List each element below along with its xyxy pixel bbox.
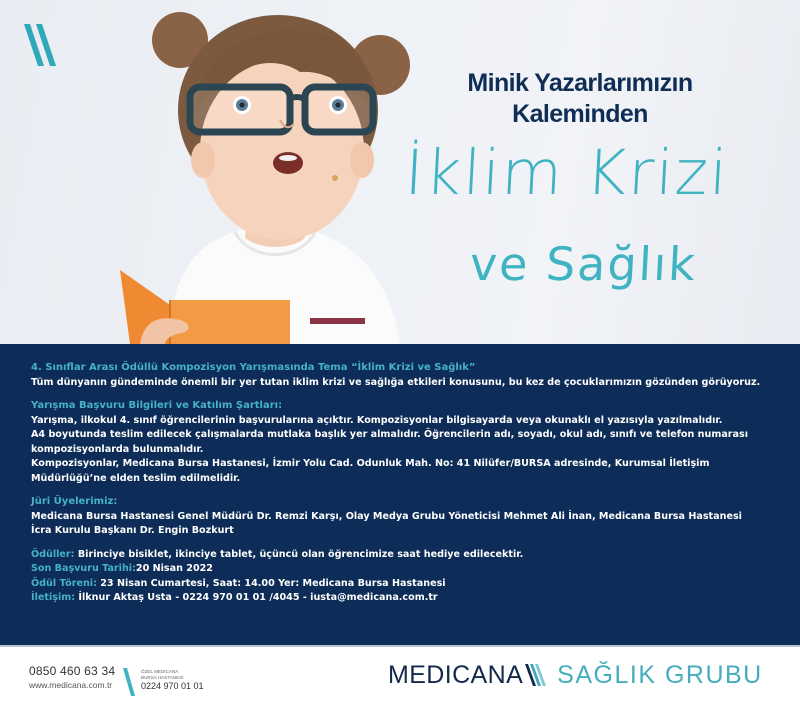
hospital-name xyxy=(141,669,184,681)
contact-value[interactable]: İlknur Aktaş Usta - 0224 970 01 01 /4045 - iusta@medicana.com.tr xyxy=(75,592,438,603)
main-phone-number[interactable]: 0850 460 63 34 xyxy=(29,664,116,678)
logo-sub-text: SAĞLIK GRUBU xyxy=(557,660,763,689)
headline xyxy=(430,68,730,130)
contact-row xyxy=(31,591,800,606)
conditions-line: kompozisyonlarda bulunmalıdır. xyxy=(31,443,204,455)
competition-info-panel xyxy=(0,344,800,645)
double-slash-icon xyxy=(22,22,62,68)
conditions-line: Müdürlüğü’ne elden teslim edilmelidir. xyxy=(31,472,241,484)
contact-label: İletişim: xyxy=(31,592,76,603)
hospital-name-line-1: ÖZEL MEDICANA xyxy=(141,669,179,674)
logo-slashes-icon xyxy=(525,663,547,687)
jury-heading: Jüri Üyelerimiz: xyxy=(31,496,118,507)
girl-with-glasses-image xyxy=(110,0,430,344)
awards-value: Birinciye bisiklet, ikinciye tablet, üçüncü olan öğrencimize saat hediye edilecektir. xyxy=(74,548,524,560)
deadline-value: 20 Nisan 2022 xyxy=(135,563,213,574)
website-link[interactable]: www.medicana.com.tr xyxy=(29,680,113,690)
slash-icon xyxy=(122,667,136,697)
deadline-row xyxy=(31,562,800,577)
logo-main-text: MEDICANA xyxy=(388,660,524,689)
script-title-line-1: İklim Krizi xyxy=(403,136,731,209)
conditions-line: A4 boyutunda teslim edilecek çalışmalarda mutlaka başlık yer almalıdır. Öğrencilerin adı, soyadı, okul adı, sınıfı ve telefon numarası xyxy=(31,429,749,440)
ceremony-label: Ödül Töreni: xyxy=(31,577,97,589)
awards-label: Ödüller: xyxy=(31,548,75,560)
jury-line: İcra Kurulu Başkanı Dr. Engin Bozkurt xyxy=(31,525,234,536)
deadline-label: Son Başvuru Tarihi: xyxy=(31,563,136,574)
conditions-heading: Yarışma Başvuru Bilgileri ve Katılım Şartları: xyxy=(31,400,283,411)
awards-row xyxy=(31,548,800,563)
hero-banner xyxy=(0,0,800,344)
ceremony-row xyxy=(31,577,800,592)
ceremony-value: 23 Nisan Cumartesi, Saat: 14.00 Yer: Medicana Bursa Hastanesi xyxy=(96,577,446,589)
conditions-line: Yarışma, ilkokul 4. sınıf öğrencilerinin başvurularına açıktır. Kompozisyonlar bilgisayarda veya okunaklı el yazısıyla yazılmalıdır. xyxy=(31,414,723,426)
hospital-phone-number[interactable]: 0224 970 01 01 xyxy=(141,681,204,691)
medicana-logo xyxy=(388,660,763,690)
competition-title: 4. Sınıflar Arası Ödüllü Kompozisyon Yarışmasında Tema “İklim Krizi ve Sağlık” xyxy=(31,362,476,373)
headline-line-2: Kaleminden xyxy=(512,100,648,128)
headline-line-1: Minik Yazarlarımızın xyxy=(467,69,693,97)
conditions-line: Kompozisyonlar, Medicana Bursa Hastanesi, İzmir Yolu Cad. Odunluk Mah. No: 41 Nilüfer/BURSA adresinde, Kurumsal İletişim xyxy=(31,458,710,469)
script-title-line-2: ve Sağlık xyxy=(468,237,699,291)
jury-line: Medicana Bursa Hastanesi Genel Müdürü Dr. Remzi Karşı, Olay Medya Grubu Yöneticisi Mehmet Ali İnan, Medicana Bursa Hastanesi xyxy=(31,510,742,522)
hospital-name-line-2: BURSA HASTANESİ xyxy=(141,675,184,680)
competition-intro: Tüm dünyanın gündeminde önemli bir yer tutan iklim krizi ve sağlığa etkileri konusunu, bu kez de çocuklarımızın gözünden görüyoruz. xyxy=(31,376,761,388)
footer xyxy=(0,647,800,714)
